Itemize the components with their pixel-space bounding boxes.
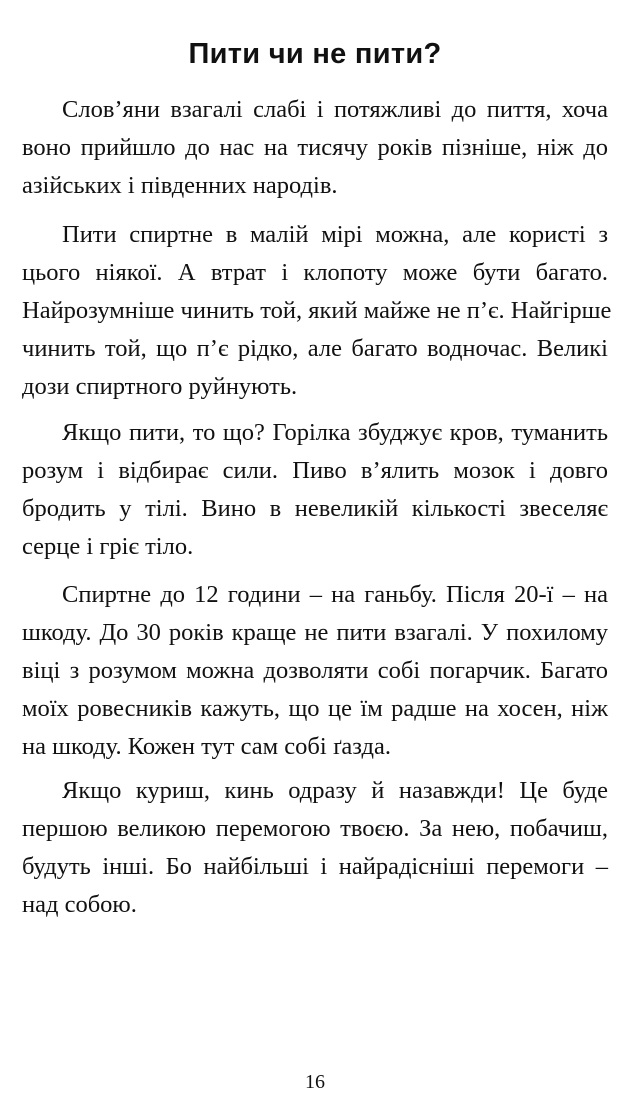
text-line: Спиртне до 12 години – на ганьбу. Після 20-ї – на [62, 581, 608, 608]
text-line: Якщо куриш, кинь одразу й назавжди! Це буде [62, 777, 608, 804]
text-line: дози спиртного руйнують. [22, 373, 298, 400]
text-line: серце і гріє тіло. [22, 533, 194, 560]
text-line: розум і відбирає сили. Пиво в’ялить мозок і довго [22, 457, 608, 484]
text-line: шкоду. До 30 років краще не пити взагалі. У похилому [22, 619, 608, 646]
page-number: 16 [305, 1071, 325, 1093]
text-line: Якщо пити, то що? Горілка збуджує кров, туманить [62, 419, 608, 446]
page-title: Пити чи не пити? [188, 38, 442, 70]
text-line: віці з розумом можна дозволяти собі погарчик. Багато [22, 657, 608, 684]
text-line: бродить у тілі. Вино в невеликій кількості звеселяє [22, 495, 608, 522]
text-line: моїх ровесників кажуть, що це їм радше на хосен, ніж [22, 695, 608, 722]
text-line: над собою. [22, 891, 137, 918]
text-line: Слов’яни взагалі слабі і потяжливі до пиття, хоча [62, 96, 608, 123]
text-line: чинить той, що п’є рідко, але багато водночас. Великі [22, 335, 608, 362]
paragraph-3 [22, 414, 608, 566]
text-line: цього ніякої. А втрат і клопоту може бути багато. [22, 259, 608, 286]
text-line: азійських і південних народів. [22, 172, 338, 199]
paragraph-5 [22, 772, 608, 924]
text-line: на шкоду. Кожен тут сам собі ґазда. [22, 733, 392, 760]
text-line: будуть інші. Бо найбільші і найрадісніші перемоги – [22, 853, 608, 880]
text-line: Пити спиртне в малій мірі можна, але користі з [62, 221, 608, 248]
paragraph-1 [22, 91, 608, 205]
text-line: першою великою перемогою твоєю. За нею, побачиш, [22, 815, 608, 842]
paragraph-4 [22, 576, 608, 766]
text-line: воно прийшло до нас на тисячу років пізніше, ніж до [22, 134, 608, 161]
text-line: Найрозумніше чинить той, який майже не п’є. Найгірше [22, 297, 612, 324]
paragraph-2 [22, 216, 612, 406]
